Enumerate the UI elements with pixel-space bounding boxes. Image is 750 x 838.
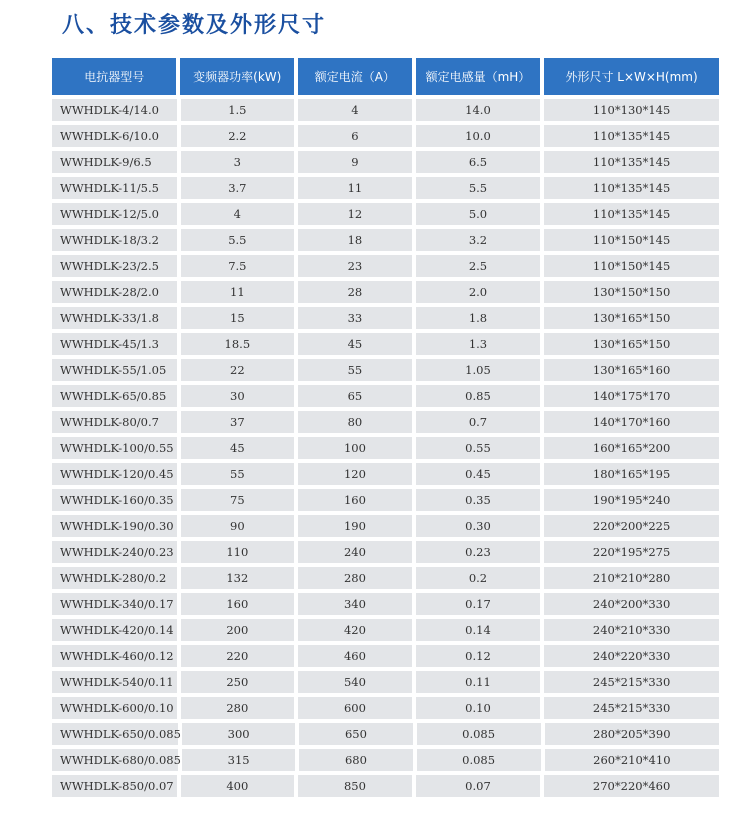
cell-rated-current: 600 (298, 697, 412, 719)
cell-model: WWHDLK-420/0.14 (52, 619, 177, 641)
cell-inverter-power: 22 (181, 359, 295, 381)
table-row (52, 437, 719, 459)
cell-inverter-power: 7.5 (181, 255, 295, 277)
cell-rated-current: 240 (298, 541, 412, 563)
cell-model: WWHDLK-600/0.10 (52, 697, 177, 719)
cell-rated-current: 45 (298, 333, 412, 355)
cell-model: WWHDLK-33/1.8 (52, 307, 177, 329)
cell-rated-inductance: 10.0 (416, 125, 540, 147)
cell-rated-current: 850 (298, 775, 412, 797)
cell-dimensions: 190*195*240 (544, 489, 719, 511)
cell-rated-current: 9 (298, 151, 412, 173)
cell-rated-current: 11 (298, 177, 412, 199)
table-row (52, 463, 719, 485)
cell-inverter-power: 37 (181, 411, 295, 433)
table-row (52, 749, 719, 771)
table-row (52, 359, 719, 381)
cell-model: WWHDLK-6/10.0 (52, 125, 177, 147)
header-dimensions: 外形尺寸 L×W×H(mm) (544, 58, 719, 95)
cell-dimensions: 280*205*390 (545, 723, 719, 745)
cell-rated-inductance: 0.14 (416, 619, 540, 641)
cell-model: WWHDLK-23/2.5 (52, 255, 177, 277)
cell-rated-current: 160 (298, 489, 412, 511)
spec-table (52, 58, 719, 801)
cell-dimensions: 130*165*150 (544, 307, 719, 329)
cell-rated-inductance: 5.5 (416, 177, 540, 199)
cell-inverter-power: 160 (181, 593, 295, 615)
table-body (52, 99, 719, 797)
cell-rated-current: 100 (298, 437, 412, 459)
cell-rated-current: 460 (298, 645, 412, 667)
cell-model: WWHDLK-80/0.7 (52, 411, 177, 433)
cell-inverter-power: 5.5 (181, 229, 295, 251)
table-row (52, 515, 719, 537)
cell-dimensions: 270*220*460 (544, 775, 719, 797)
cell-dimensions: 180*165*195 (544, 463, 719, 485)
cell-rated-inductance: 6.5 (416, 151, 540, 173)
cell-dimensions: 110*150*145 (544, 229, 719, 251)
cell-dimensions: 210*210*280 (544, 567, 719, 589)
table-row (52, 671, 719, 693)
cell-model: WWHDLK-9/6.5 (52, 151, 177, 173)
header-rated-current: 额定电流（A） (298, 58, 412, 95)
cell-dimensions: 160*165*200 (544, 437, 719, 459)
cell-rated-inductance: 3.2 (416, 229, 540, 251)
cell-inverter-power: 250 (181, 671, 295, 693)
cell-rated-inductance: 0.45 (416, 463, 540, 485)
cell-rated-inductance: 1.05 (416, 359, 540, 381)
table-row (52, 775, 719, 797)
cell-rated-inductance: 0.17 (416, 593, 540, 615)
cell-inverter-power: 55 (181, 463, 295, 485)
cell-model: WWHDLK-65/0.85 (52, 385, 177, 407)
cell-model: WWHDLK-190/0.30 (52, 515, 177, 537)
cell-rated-current: 28 (298, 281, 412, 303)
cell-rated-inductance: 1.3 (416, 333, 540, 355)
table-row (52, 593, 719, 615)
cell-inverter-power: 400 (181, 775, 295, 797)
cell-rated-inductance: 0.2 (416, 567, 540, 589)
cell-model: WWHDLK-11/5.5 (52, 177, 177, 199)
cell-rated-inductance: 0.11 (416, 671, 540, 693)
cell-inverter-power: 132 (181, 567, 295, 589)
cell-dimensions: 260*210*410 (545, 749, 719, 771)
table-row (52, 697, 719, 719)
table-row (52, 541, 719, 563)
cell-model: WWHDLK-540/0.11 (52, 671, 177, 693)
cell-inverter-power: 30 (181, 385, 295, 407)
cell-rated-inductance: 0.35 (416, 489, 540, 511)
table-row (52, 281, 719, 303)
cell-rated-inductance: 0.085 (417, 723, 541, 745)
cell-rated-current: 33 (298, 307, 412, 329)
cell-dimensions: 220*200*225 (544, 515, 719, 537)
cell-rated-current: 65 (298, 385, 412, 407)
table-row (52, 723, 719, 745)
cell-dimensions: 245*215*330 (544, 697, 719, 719)
cell-rated-inductance: 14.0 (416, 99, 540, 121)
cell-inverter-power: 315 (182, 749, 295, 771)
cell-inverter-power: 300 (182, 723, 295, 745)
table-row (52, 489, 719, 511)
cell-dimensions: 130*165*150 (544, 333, 719, 355)
cell-model: WWHDLK-55/1.05 (52, 359, 177, 381)
cell-dimensions: 110*130*145 (544, 99, 719, 121)
cell-rated-current: 120 (298, 463, 412, 485)
table-row (52, 567, 719, 589)
cell-rated-inductance: 2.5 (416, 255, 540, 277)
cell-rated-inductance: 5.0 (416, 203, 540, 225)
cell-inverter-power: 18.5 (181, 333, 295, 355)
cell-inverter-power: 220 (181, 645, 295, 667)
cell-model: WWHDLK-120/0.45 (52, 463, 177, 485)
cell-rated-inductance: 0.085 (417, 749, 541, 771)
table-row (52, 411, 719, 433)
table-row (52, 177, 719, 199)
cell-dimensions: 110*135*145 (544, 177, 719, 199)
cell-rated-current: 55 (298, 359, 412, 381)
cell-rated-current: 680 (299, 749, 412, 771)
cell-inverter-power: 15 (181, 307, 295, 329)
cell-inverter-power: 75 (181, 489, 295, 511)
cell-model: WWHDLK-45/1.3 (52, 333, 177, 355)
cell-rated-current: 12 (298, 203, 412, 225)
cell-dimensions: 245*215*330 (544, 671, 719, 693)
cell-inverter-power: 3.7 (181, 177, 295, 199)
cell-inverter-power: 1.5 (181, 99, 295, 121)
cell-dimensions: 110*150*145 (544, 255, 719, 277)
cell-rated-inductance: 0.7 (416, 411, 540, 433)
cell-dimensions: 140*170*160 (544, 411, 719, 433)
cell-rated-current: 280 (298, 567, 412, 589)
cell-model: WWHDLK-4/14.0 (52, 99, 177, 121)
table-header-row (52, 58, 719, 95)
cell-rated-current: 6 (298, 125, 412, 147)
cell-rated-current: 18 (298, 229, 412, 251)
cell-dimensions: 110*135*145 (544, 151, 719, 173)
cell-model: WWHDLK-650/0.085 (52, 723, 178, 745)
cell-rated-inductance: 2.0 (416, 281, 540, 303)
table-row (52, 385, 719, 407)
cell-inverter-power: 280 (181, 697, 295, 719)
cell-rated-inductance: 0.30 (416, 515, 540, 537)
cell-dimensions: 130*165*160 (544, 359, 719, 381)
cell-rated-current: 4 (298, 99, 412, 121)
cell-inverter-power: 45 (181, 437, 295, 459)
table-row (52, 645, 719, 667)
table-row (52, 307, 719, 329)
cell-rated-current: 420 (298, 619, 412, 641)
cell-dimensions: 240*200*330 (544, 593, 719, 615)
cell-model: WWHDLK-460/0.12 (52, 645, 177, 667)
cell-rated-inductance: 0.12 (416, 645, 540, 667)
cell-inverter-power: 200 (181, 619, 295, 641)
cell-rated-inductance: 1.8 (416, 307, 540, 329)
cell-dimensions: 110*135*145 (544, 203, 719, 225)
table-row (52, 229, 719, 251)
cell-rated-current: 80 (298, 411, 412, 433)
header-inverter-power: 变频器功率(kW) (180, 58, 294, 95)
cell-model: WWHDLK-850/0.07 (52, 775, 177, 797)
cell-model: WWHDLK-28/2.0 (52, 281, 177, 303)
section-title: 八、技术参数及外形尺寸 (62, 13, 327, 38)
cell-rated-inductance: 0.85 (416, 385, 540, 407)
cell-rated-inductance: 0.10 (416, 697, 540, 719)
cell-dimensions: 220*195*275 (544, 541, 719, 563)
cell-rated-current: 540 (298, 671, 412, 693)
cell-inverter-power: 2.2 (181, 125, 295, 147)
cell-model: WWHDLK-680/0.085 (52, 749, 178, 771)
table-row (52, 99, 719, 121)
cell-rated-current: 190 (298, 515, 412, 537)
cell-model: WWHDLK-100/0.55 (52, 437, 177, 459)
cell-model: WWHDLK-280/0.2 (52, 567, 177, 589)
table-row (52, 125, 719, 147)
cell-model: WWHDLK-240/0.23 (52, 541, 177, 563)
cell-model: WWHDLK-160/0.35 (52, 489, 177, 511)
cell-inverter-power: 4 (181, 203, 295, 225)
cell-model: WWHDLK-12/5.0 (52, 203, 177, 225)
cell-dimensions: 140*175*170 (544, 385, 719, 407)
table-row (52, 333, 719, 355)
cell-rated-inductance: 0.23 (416, 541, 540, 563)
cell-dimensions: 240*210*330 (544, 619, 719, 641)
cell-dimensions: 130*150*150 (544, 281, 719, 303)
cell-rated-current: 340 (298, 593, 412, 615)
cell-rated-current: 650 (299, 723, 412, 745)
cell-dimensions: 240*220*330 (544, 645, 719, 667)
cell-dimensions: 110*135*145 (544, 125, 719, 147)
header-model: 电抗器型号 (52, 58, 176, 95)
table-row (52, 203, 719, 225)
cell-rated-inductance: 0.07 (416, 775, 540, 797)
cell-inverter-power: 110 (181, 541, 295, 563)
table-row (52, 619, 719, 641)
cell-rated-current: 23 (298, 255, 412, 277)
cell-inverter-power: 11 (181, 281, 295, 303)
cell-inverter-power: 3 (181, 151, 295, 173)
cell-rated-inductance: 0.55 (416, 437, 540, 459)
table-row (52, 151, 719, 173)
cell-inverter-power: 90 (181, 515, 295, 537)
header-rated-inductance: 额定电感量（mH） (416, 58, 540, 95)
table-row (52, 255, 719, 277)
cell-model: WWHDLK-18/3.2 (52, 229, 177, 251)
cell-model: WWHDLK-340/0.17 (52, 593, 177, 615)
